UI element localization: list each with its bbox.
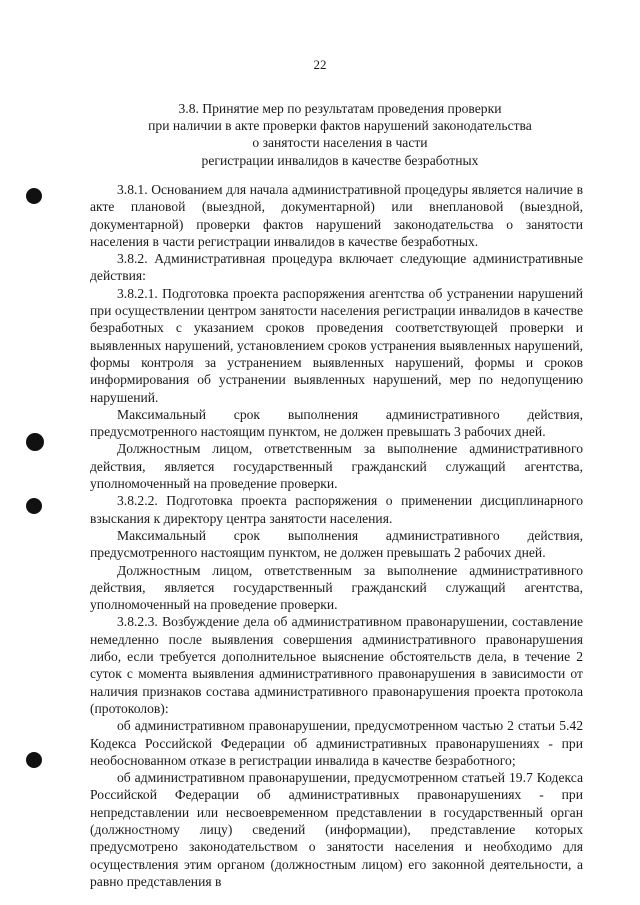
punch-hole-mark	[26, 498, 42, 514]
paragraph: Должностным лицом, ответственным за выполнение административного действия, является государственный гражданский служащий агентства, уполномоченный на проведение проверки.	[90, 562, 583, 613]
paragraph: 3.8.1. Основанием для начала административной процедуры является наличие в акте плановой (выездной, документарной) или внеплановой (выездной, документарной) проверки фактов нарушений законодательства о занятости населения в части регистрации инвалидов в качестве безработных.	[90, 182, 583, 249]
paragraph: 3.8.2. Административная процедура включает следующие административные действия:	[90, 251, 583, 284]
punch-hole-mark	[26, 188, 42, 204]
heading-line: о занятости населения в части	[252, 135, 428, 151]
paragraph: об административном правонарушении, предусмотренном частью 2 статьи 5.42 Кодекса Российской Федерации об административных правонарушениях - при необоснованном отказе в регистрации инвалида в качестве безработного;	[90, 718, 583, 768]
heading-line: регистрации инвалидов в качестве безработных	[201, 152, 479, 168]
paragraph: Должностным лицом, ответственным за выполнение административного действия, является государственный гражданский служащий агентства, уполномоченный на проведение проверки.	[90, 441, 583, 492]
body-text	[90, 181, 583, 890]
heading-line: 3.8. Принятие мер по результатам проведения проверки	[178, 101, 502, 116]
paragraph: об административном правонарушении, предусмотренном статьей 19.7 Кодекса Российской Федерации об административных правонарушениях - при непредставлении или несвоевременном представлении в государственный орган (должностному лицу) сведений (информации), представление которых предусмотрено законодательством о занятости населения и необходимо для осуществления этим органом (должностным лицом) его законной деятельности, а равно представления в	[90, 770, 583, 889]
punch-hole-mark	[26, 752, 42, 768]
heading-line: при наличии в акте проверки фактов нарушений законодательства	[148, 118, 532, 134]
paragraph: 3.8.2.3. Возбуждение дела об административном правонарушении, составление немедленно после выявления совершения административного правонарушения либо, если требуется дополнительное выяснение обстоятельств дела, в течение 2 суток с момента выявления административного правонарушения в зависимости от наличия признаков состава административного правонарушения проекта протокола (протоколов):	[90, 614, 583, 716]
paragraph: Максимальный срок выполнения административного действия, предусмотренного настоящим пунктом, не должен превышать 2 рабочих дней.	[90, 527, 583, 561]
paragraph: Максимальный срок выполнения административного действия, предусмотренного настоящим пунктом, не должен превышать 3 рабочих дней.	[90, 406, 583, 440]
paragraph: 3.8.2.1. Подготовка проекта распоряжения агентства об устранении нарушений при осуществлении центром занятости населения регистрации инвалидов в качестве безработных с указанием сроков проведения соответствующей проверки и выявленных нарушений, установлением сроков устранения выявленных нарушений, формы контроля за устранением выявленных нарушений, формы и сроков информирования об устранении выявленных нарушений, мер по недопущению нарушений.	[90, 285, 583, 405]
paragraph: 3.8.2.2. Подготовка проекта распоряжения о применении дисциплинарного взыскания к директору центра занятости населения.	[90, 493, 583, 526]
section-heading	[110, 100, 570, 169]
page-number: 22	[313, 57, 327, 72]
punch-hole-mark	[26, 433, 44, 451]
